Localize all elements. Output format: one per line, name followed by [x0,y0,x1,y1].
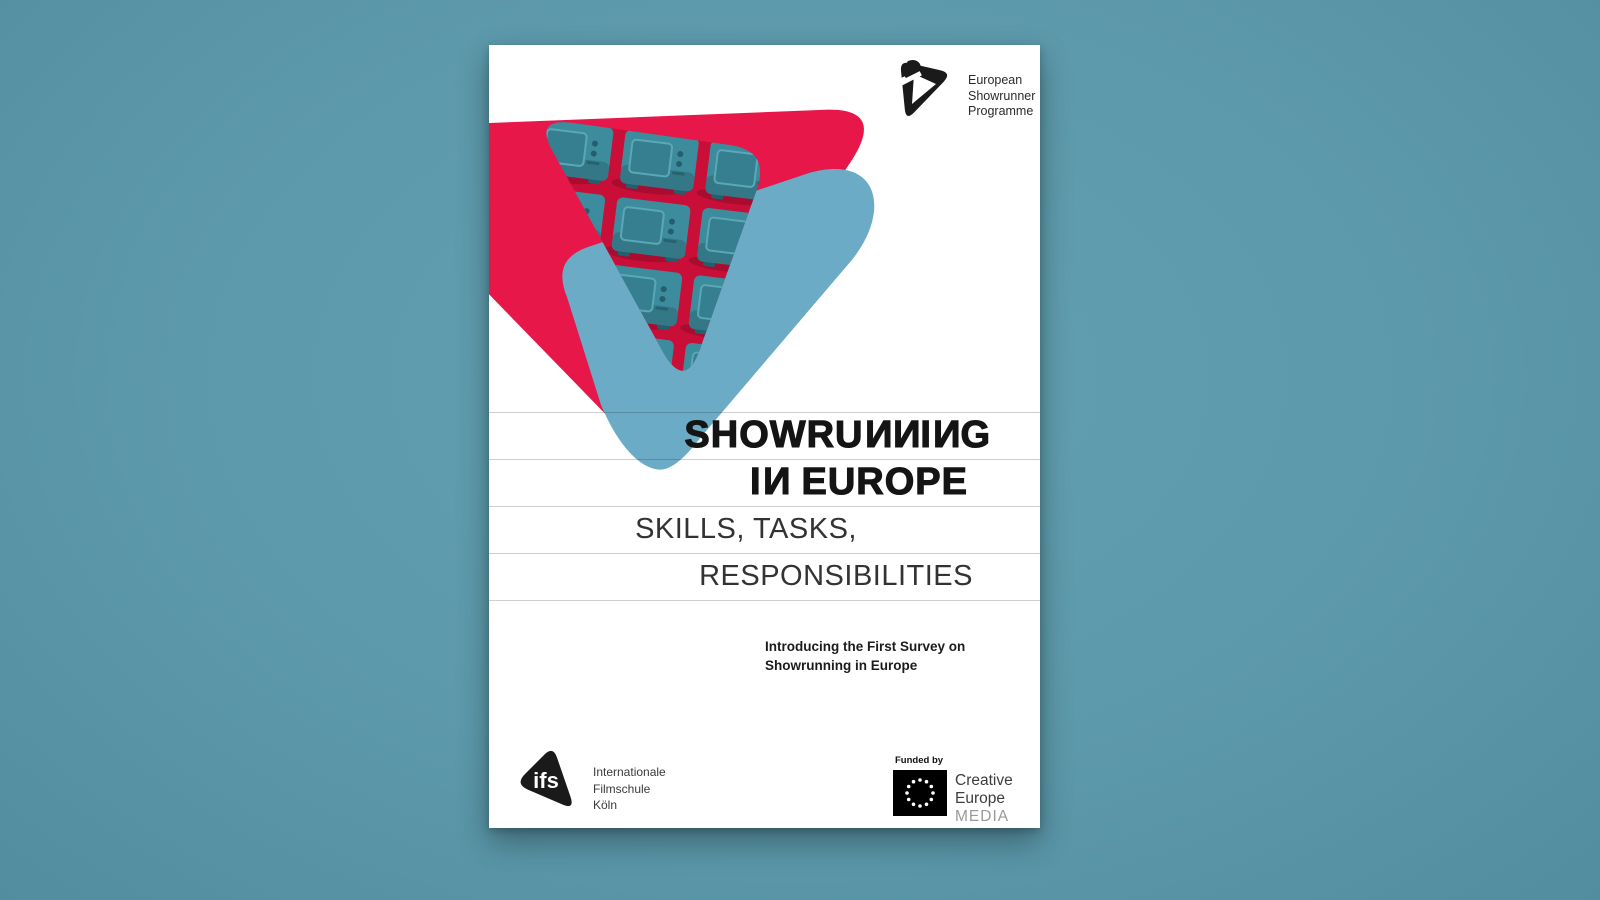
title-line-1: SHOWRU N N I N G [684,414,991,456]
intro-text: Introducing the First Survey on Showrunning in Europe [765,639,966,673]
media-label: MEDIA [955,808,1010,825]
subtitle-line-1: SKILLS, TASKS, [635,513,857,545]
subtitle-line-2: RESPONSIBILITIES [699,560,973,592]
esp-logo-text: European Showrunner Programme [968,73,1036,118]
report-cover [489,45,1040,828]
ifs-logo-icon [513,738,579,820]
funding-block [893,755,1013,826]
ifs-logo-text: Internationale Filmschule Köln [593,765,666,812]
esp-logo [882,57,1035,127]
title-line-2: I N EUROPE [749,461,968,503]
funded-by-label: Funded by [895,755,944,766]
ifs-mark-text: ifs [533,768,559,793]
rule-5 [489,600,1040,601]
ifs-logo [513,738,666,820]
creative-europe-text: Creative Europe MEDIA [955,772,1013,825]
eu-flag-icon [893,770,947,816]
esp-logo-icon [882,57,958,127]
